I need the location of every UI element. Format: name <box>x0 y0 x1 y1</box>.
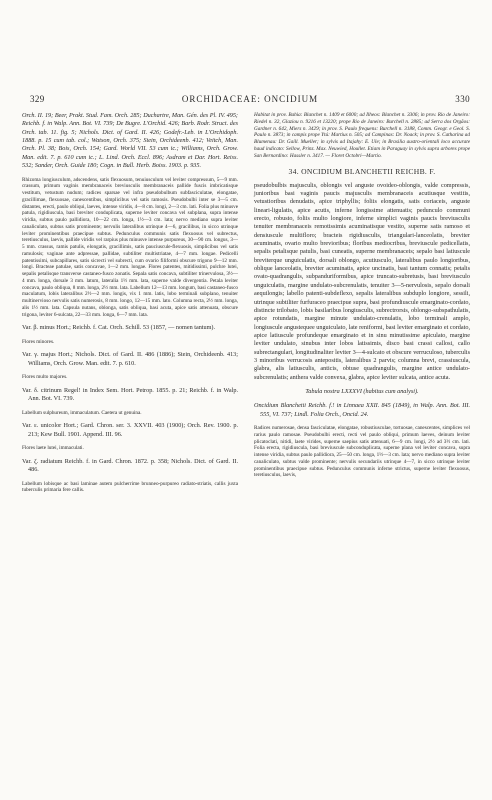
page <box>22 94 478 734</box>
right-paragraph: Habitat in prov. Bahia: Blanchet n. 1409 et 6000; ad Ilheos: Blanchet n. 3306; in prov. Rio de Janeiro: Riedel n. 32, Glaziou n. 9216 et 13220; prope Rio de Janeiro: Burchell n. 2885; ad Serra dos Orgãos: Gardner n. 642, Miers n. 3429; in prov. S. Paulo frequens: Burchell n. 3188, Comm. Geogr. e Geol. S. Paulo n. 3873; in campis prope Ytú: Martius n. 505; ad Campinas: Dr. Noack; in prov. S. Catharina ad Blumenau: Dr. Gaill. Mueller; in sylvis ad Itajahy: E. Ule; in Brasilia austro-orientali loco accurate haud indicato: Sellow, Prinz. Max. Neuwied, Houllet. Etiam in Paraguay in sylvis supra arbores prope San Bernardino: Hassler n. 3417. — Floret Octobri—Martio. <box>254 112 470 159</box>
left-column <box>22 112 238 500</box>
left-paragraph: Var. δ. citrinum Regel! in Index Sem. Hort. Petrop. 1855. p. 21; Reichb. f. in Walp. Ann. Bot. VI. 739. <box>22 386 238 403</box>
left-paragraph: Var. γ. majus Hort.; Nichols. Dict. of Gard. II. 486 (1886); Stein, Orchideenb. 413; Williams, Orch. Grow. Man. edit. 7. p. 610. <box>22 351 238 367</box>
right-paragraph: 34. ONCIDIUM BLANCHETII REICHB. F. <box>288 167 436 177</box>
left-paragraph: Flores minores. <box>22 338 55 345</box>
left-paragraph: Flores laete lutei, immaculati. <box>22 445 84 452</box>
left-paragraph: Flores multo majores. <box>22 374 68 381</box>
right-paragraph: Radices numerosae, densa fasciculatae, elongatae, robustiusculae, tortuosae, canescentes, simplices vel rarius paulo ramosae. Pseudobulbi erecti, recti vel paulo obliqui, primum laeves, deinum leviter plicatoclati, nitidi, laete virides, superne saepius satis attenuati, 6—9 cm. longi, 2½ ad 3½ cm. lati. Folia erecta, rigidiuscula, basi breviuscule subconduplicata, superne plana vel leviter concava, supra intense viridia, subtus paulo pallidiora, 25—50 cm. longa, 1½—3 cm. lata; nervo mediano supra leviter canaliculato, subtus valde prominente; nervulis secundariis utrinque 4—7, in sicco utrinque leviter prominentibus praecipue subtus. Pedunculus communis inferne strictus, superne leviter flexuosus, teretiusculus, laevis, <box>254 425 470 479</box>
right-paragraph: Oncidium Blanchetii Reichb. f.! in Linnaea XXII. 845 (1849), in Walp. Ann. Bot. III. 555, VI. 737; Lindl. Folia Orch., Oncid. 24. <box>254 402 470 418</box>
running-title: ORCHIDACEAE: ONCIDIUM <box>181 94 319 104</box>
left-paragraph: Var. ζ. radiatum Reichb. f. in Gard. Chron. 1872. p. 358; Nichols. Dict. of Gard. II. 486. <box>22 457 238 474</box>
page-number-left: 329 <box>30 94 45 104</box>
right-paragraph: pseudobulbis majusculis, oblongis vel anguste ovoideo-oblongis, valde compressis, junioribus basi vaginis paucis majusculis membranaceis acutiusque vestitis, vetustioribus denudatis, apice triphyllis; foliis elongatis, satis coriaceis, anguste lineari-ligulatis, apice acutis, inferne longissime attenuatis; pedunculo communi erecto, robusto, foliis multo longiore, inferne simplici vaginis paucis breviusculis tenuiter membranaceis remotissimis acuminatisque vestito, superne satis ramoso et densiuscule multifloro; bracteis rigidiusculis, triangulari-lanceolatis, breviter acuminatis, ovario multo brevioribus; floribus mediocribus, breviuscule pedicellatis, sepalis petalisque patulis, basi cuneatis, superne membranaceis; sepalo basi latiuscule breviterque unguiculatis, dorsali oblongo, acutiusculo, lateralibus paulo longioribus, oblique lanceolatis, breviter acuminatis, apice uncinatis, basi tantum connatis; petalis ovato-quadrangulis, subpanduriformibus, apice truncato-subretusis, basi breviusculo unguiculatis, margine undulato-subcrenulatis, tenuiter 3—5-nervulosis, sepalo dorsali aequilongis; labello patenti-subdeflexo, sepalis lateralibus subduplo longiore, sessili, utrinque subtiliter furfuraceo praecipue supra, basi profundiuscule emarginato-cordato, distincte trilobato, lobis basilaribus longiusculis, subrectrorsis, oblongo-subspathulatis, apice rotundatis, margine minute undulato-crenulatis, lobo terminali amplo, longiuscule angustequee unguiculato, late reniformi, basi leviter emarginato et cordato, apice latiuscule profundeque emarginato et in sinu minutissime apiculato, margine leviter undulato, sinubus inter lobos latissimis, disco basi crassi callosi, callo subrectangulari, longitudinaliter leviter 3—4-sulcato et obscure verruculoso, tuberculis 3 minoribus verrucosis antepositis, lateralibus 2 parvis; columna brevi, crassiuscula, glabra, alis latiusculis, anticis, obtuse quadrangulis, margine antice undulato-subcrenulatis; anthera valde convexa, glabra, apice leviter sulcata, antice acuta. <box>254 181 470 381</box>
left-paragraph: Var. ε. unicolor Hort.; Gard. Chron. ser. 3. XXVII. 403 (1900); Orch. Rev. 1900. p. 213; Kew Bull. 1901. Append. III. 96. <box>22 422 238 438</box>
left-paragraph: Var. β. minus Hort.; Reichb. f. Cat. Orch. Schill. 53 (1857, — nomen tantum). <box>22 324 216 332</box>
left-paragraph: Labellum lobisque ac basi laminae autem pulcherrime brunneo-purpureo radiato-striatis, callis juxta tuberculis primaria fere callis. <box>22 480 238 494</box>
right-column <box>254 112 470 500</box>
left-paragraph: Rhizoma longiusculum, adscendens, satis flexuosum, tenuiusculum vel leviter compressum, 5—9 mm. crassum, primum vaginis membranaceis breviusculis membranaceis pallide fuscis imbricatisque vestitum, vetustum nudum; radices sparsae vel infra pseudobulbum subfasciculatae, elongatae, gracillimae, flexuosae, canescentibus, simplicibus vel satis ramosis. Pseudobulbi inter se 3—5 cm. distantes, erecti, paulo obliqui, laeves, intense viridis, 4—8 cm. longi, 2—3 cm. lati. Folia plus minusve patula, rigidiuscula, basi breviter conduplicata, superne leviter concava vel subplana, supra intense viridia, subtus paulo pallidiora, 10—22 cm. longa, 1½—3 cm. lata; nervo mediano supra leviter canaliculato, subtus satis prominente; nervulis lateralibus utrinque 4—6, gracilibus, in sicco utrinque leviter prominentibus praecipue subtus. Pedunculus communis satis flexuosus vel subrectus, teretiusculus, laevis, pallide viridis vel rarpius plus minusve intense purpureus, 30—90 cm. longus, 3—5 mm. crassus, ramis patulis, elongatis, gracillimis, satis pauciuscule-flexuosis, simplicibus vel satis ramulosis; vaginae ante adpressae, pallidae, subtiliter multistriatae, 4—7 mm. longae. Pedicelli patentissimi, subcapillares, satis sicrecti vel subrecti, cum ovario filiformi obscure trigono 9—12 mm. longi. Bracteae patulae, satis concavae, 1—2 mm. longae. Flores patentes, mitidissimi, pulchre lutei, sepalis petalisque transverse castaneo-fusco zonatis. Sepala satis concava, subtiliter trinervulosa, 3½—4 mm. longa, dorsale 3 mm. latum, lateralia 1½ mm. lata, superne valde divergentia. Petala leviter concava, paulo obliqua, 8 mm. longa, 2½ mm. lata. Labellum 12—13 mm. longum, basi castaneo-fusco maculatum, lobis lateralibus 2½—2 mm. longis, vix 1 mm. latis, lobo terminali subplano, tenuiter multinervioso nervulis satis numerosis, 8 mm. longo, 12—15 mm. lato. Columna recta, 2½ mm. longa, alis 1½ mm. lata. Capsula nutans, oblonga, satis obliqua, basi acuta, apice satis attenuata, obscure trigona, leviter 6-sulcata, 22—33 mm. longa, 6—7 mm. lata. <box>22 176 238 318</box>
left-paragraph: Labellum sulphureum, immaculatum. Caetera ut genuina. <box>22 409 142 416</box>
page-header <box>22 94 478 104</box>
left-paragraph: Orch. II. 19; Beer, Prakt. Stud. Fam. Orch. 285; Duchartre, Man. Gén. des Pl. IV. 495; Reichb. f. in Walp. Ann. Bot. VI. 739; De Bugre. L'Orchid. 426; Barb. Rodr. Struct. des Orch. tab. 11. fig. 5; Nichols. Dict. of Gard. II. 426; Godefr.-Leb. in L'Orchidoph. 1888. p. 15 cum tab. col.; Watson, Orch. 375; Stein, Orchideenb. 412; Veitch, Man. Orch. Pl. 38; Bois, Orch. 154; Gard. World VII. 53 cum ic.; Williams, Orch. Grow. Man. edit. 7. p. 610 cum ic.; L. Lind. Orch. Eccl. 896; Asdram et Dar. Hort. Reiss. 532; Sander, Orch. Guide 180; Cogn. in Bull. Herb. Boiss. 1903. p. 935. <box>22 112 238 170</box>
right-paragraph: Tabula nostra LXXXVI (habitus cum analysi). <box>305 388 419 396</box>
page-number-right: 330 <box>455 94 470 104</box>
